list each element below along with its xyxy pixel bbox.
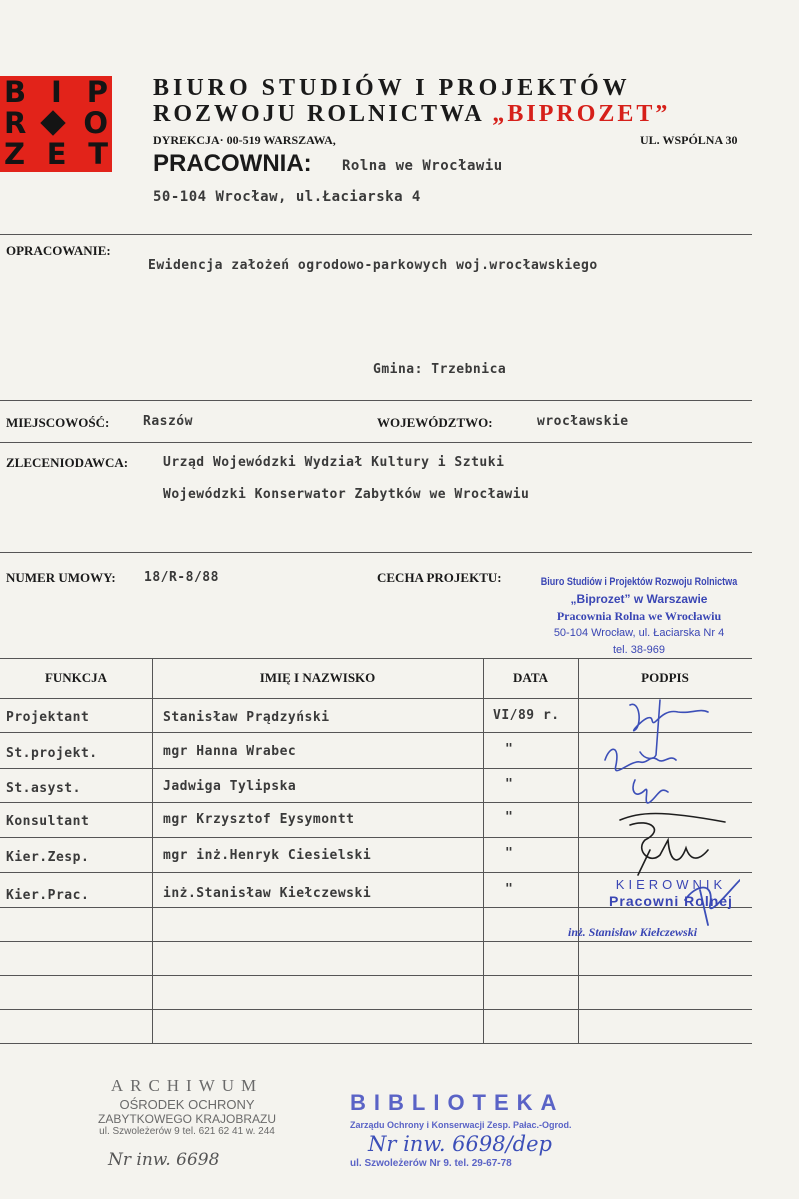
archiwum-line-4: ul. Szwoleżerów 9 tel. 621 62 41 w. 244: [99, 1126, 275, 1137]
biblioteka-title: BIBLIOTEKA: [350, 1090, 565, 1115]
header-street: UL. WSPÓLNA 30: [640, 133, 738, 147]
header-line-1: BIURO STUDIÓW I PROJEKTÓW: [153, 75, 631, 101]
logo-row-2: R O: [4, 106, 108, 140]
table-row-imie: mgr Krzysztof Eysymontt: [163, 812, 355, 827]
table-row-funkcja: St.asyst.: [6, 781, 81, 796]
stamp-line-3: Pracownia Rolna we Wrocławiu: [556, 609, 722, 623]
miejscowosc-label: MIEJSCOWOŚĆ:: [6, 415, 110, 430]
table-header-podpis: PODPIS: [641, 670, 689, 685]
divider: [0, 400, 752, 401]
table-row-imie: mgr inż.Henryk Ciesielski: [163, 848, 372, 863]
stamp-line-1: Biuro Studiów i Projektów Rozwoju Rolnictwa: [540, 576, 738, 588]
archiwum-stamp: [72, 1076, 302, 1137]
kierownik-stamp-name: inż. Stanisław Kiełczewski: [568, 925, 698, 939]
archiwum-inventory-number: Nr inw. 6698: [108, 1150, 220, 1170]
miejscowosc-value: Raszów: [143, 414, 193, 429]
table-bottom-border: [0, 1043, 752, 1044]
zleceniodawca-line-1: Urząd Wojewódzki Wydział Kultury i Sztuki: [163, 455, 505, 470]
table-row-funkcja: Kier.Prac.: [6, 888, 90, 903]
signature-3: [633, 780, 668, 803]
pracownia-label: PRACOWNIA:: [153, 150, 312, 177]
biprozet-logo: [0, 76, 112, 172]
table-row-imie: inż.Stanisław Kiełczewski: [163, 886, 372, 901]
opracowanie-value: Ewidencja założeń ogrodowo-parkowych woj.wrocławskiego: [148, 258, 598, 273]
stamp-line-2: „Biprozet” w Warszawie: [570, 592, 708, 606]
table-row-data: VI/89 r.: [493, 708, 560, 723]
stamp-line-4: 50-104 Wrocław, ul. Łaciarska Nr 4: [553, 627, 725, 639]
opracowanie-label: OPRACOWANIE:: [6, 243, 111, 258]
biblioteka-line-2: Zarządu Ochrony i Konserwacji Zesp. Pałac.-Ogrod.: [350, 1120, 572, 1130]
table-row-imie: Stanisław Prądzyński: [163, 710, 330, 725]
divider: [0, 552, 752, 553]
biprozet-stamp: [508, 574, 770, 659]
table-row-data: ": [505, 742, 514, 757]
table-row-imie: Jadwiga Tylipska: [163, 779, 297, 794]
table-row-data: ": [505, 882, 514, 897]
table-row-data: ": [505, 810, 514, 825]
header-line-2: ROZWOJU ROLNICTWA „BIPROZET”: [153, 101, 671, 127]
divider: [0, 442, 752, 443]
table-column-divider: [483, 658, 484, 1044]
cecha-label: CECHA PROJEKTU:: [377, 570, 502, 585]
table-row-funkcja: Konsultant: [6, 814, 90, 829]
divider: [0, 234, 752, 235]
table-row-funkcja: Kier.Zesp.: [6, 850, 90, 865]
table-column-divider: [152, 658, 153, 1044]
umowa-label: NUMER UMOWY:: [6, 570, 116, 585]
pracownia-address: 50-104 Wrocław, ul.Łaciarska 4: [153, 189, 421, 205]
gmina-value: Gmina: Trzebnica: [373, 362, 507, 377]
zleceniodawca-label: ZLECENIODAWCA:: [6, 455, 129, 470]
table-row-data: ": [505, 777, 514, 792]
table-row-imie: mgr Hanna Wrabec: [163, 744, 297, 759]
archiwum-line-3: ZABYTKOWEGO KRAJOBRAZU: [97, 1112, 277, 1126]
table-row-data: ": [505, 846, 514, 861]
zleceniodawca-line-2: Wojewódzki Konserwator Zabytków we Wrocławiu: [163, 487, 530, 502]
pracownia-value: Rolna we Wrocławiu: [342, 158, 503, 174]
umowa-value: 18/R-8/88: [144, 570, 219, 585]
table-header-data: DATA: [513, 670, 548, 685]
table-header-funkcja: FUNKCJA: [44, 670, 108, 685]
logo-row-3: Z E T: [4, 137, 108, 171]
kierownik-stamp-line-2: Pracowni Rolnej: [609, 893, 733, 909]
table-row-funkcja: St.projekt.: [6, 746, 98, 761]
biblioteka-line-3: ul. Szwoleżerów Nr 9. tel. 29-67-78: [350, 1158, 512, 1169]
wojewodztwo-label: WOJEWÓDZTWO:: [377, 415, 493, 430]
biblioteka-inventory-number: Nr inw. 6698/dep: [368, 1132, 552, 1156]
kierownik-stamp: [576, 876, 766, 910]
row-divider: [0, 975, 752, 976]
table-top-border: [0, 658, 752, 659]
row-divider: [0, 941, 752, 942]
archiwum-line-2: OŚRODEK OCHRONY: [119, 1097, 255, 1112]
archiwum-title: ARCHIWUM: [110, 1076, 264, 1095]
signature-4: [620, 814, 725, 823]
wojewodztwo-value: wrocławskie: [537, 414, 629, 429]
stamp-line-5: tel. 38-969: [613, 644, 665, 656]
kierownik-stamp-line-1: KIEROWNIK: [615, 877, 727, 892]
table-row-funkcja: Projektant: [6, 710, 90, 725]
table-header-imie: IMIĘ I NAZWISKO: [259, 670, 376, 685]
signature-1: [630, 704, 708, 730]
logo-row-1: B I P: [4, 76, 108, 109]
table-column-divider: [578, 658, 579, 1044]
header-directorate: DYREKCJA· 00-519 WARSZAWA,: [153, 133, 336, 147]
row-divider: [0, 1009, 752, 1010]
